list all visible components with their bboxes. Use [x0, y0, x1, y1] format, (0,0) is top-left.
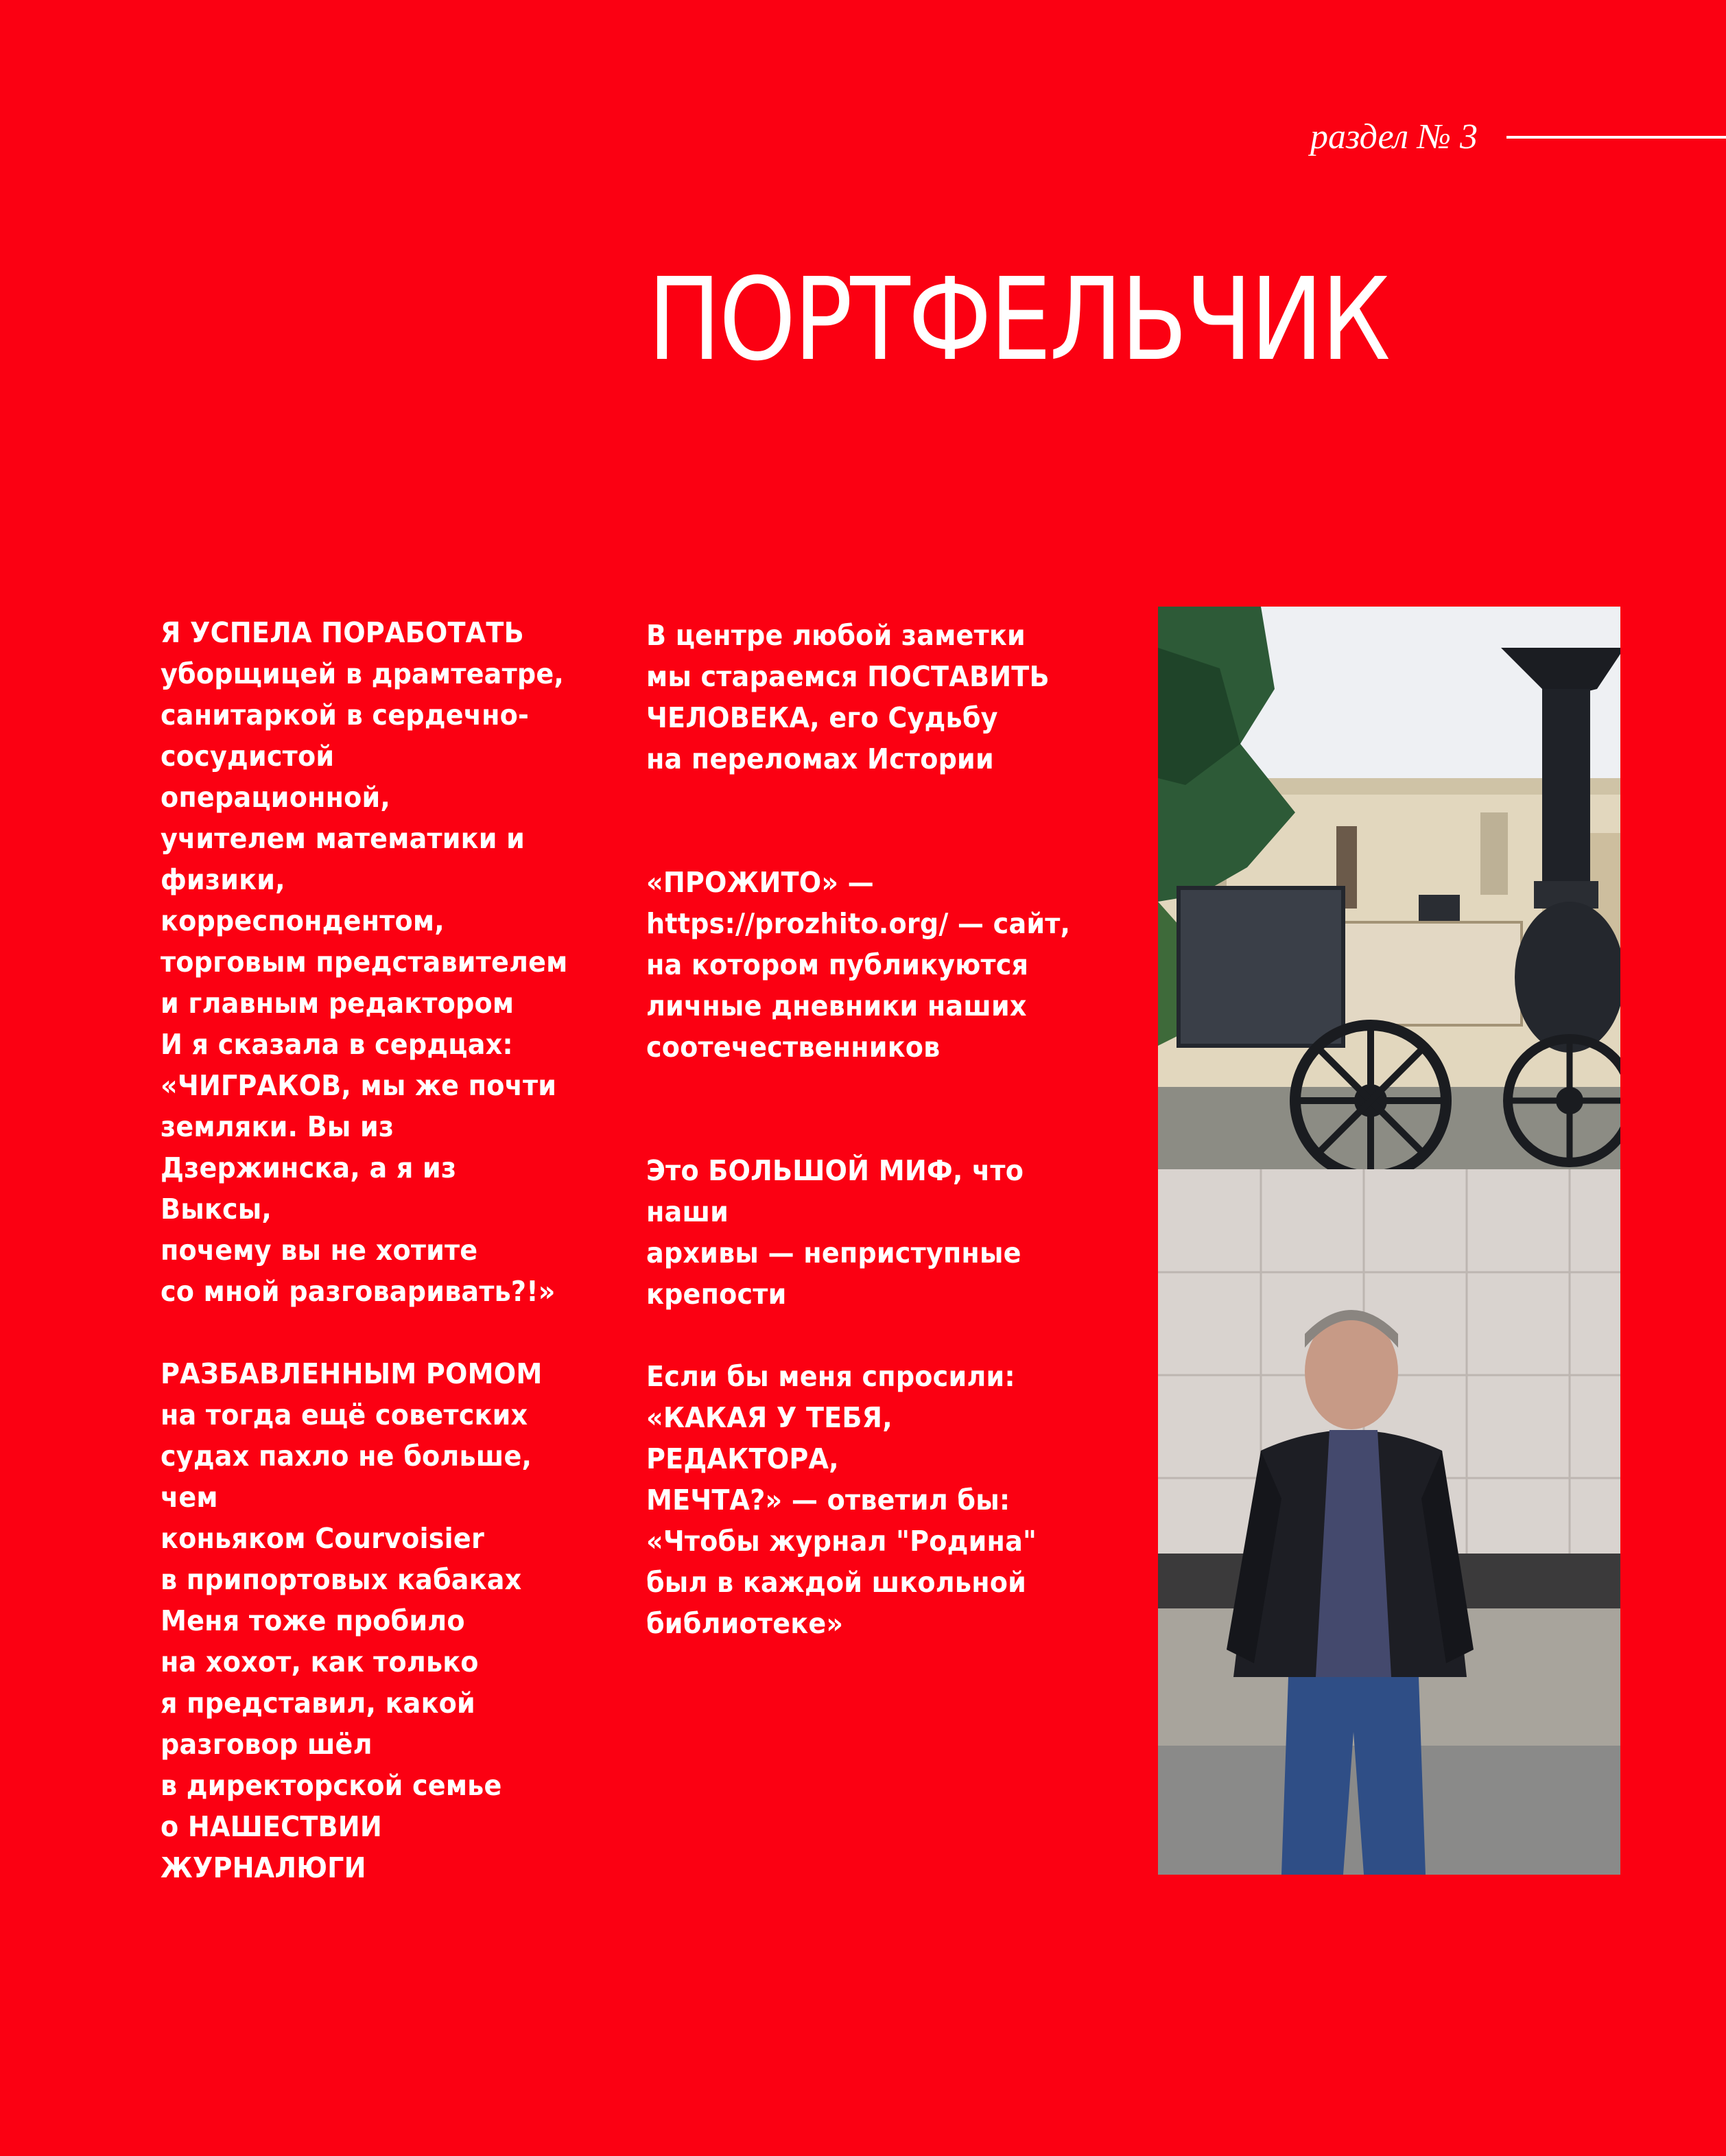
photo-man-with-locomotive-monument — [1158, 607, 1620, 1875]
quote-paragraph: И я сказала в сердцах: «ЧИГРАКОВ, мы же почти земляки. Вы из Дзержинска, а я из Выксы, почему вы не хотите со мной разговаривать?!» — [161, 1028, 557, 1308]
quote-paragraph: Это БОЛЬШОЙ МИФ, что наши архивы — неприступные крепости — [646, 1154, 1024, 1311]
quote-paragraph: РАЗБАВЛЕННЫМ РОМОМ на тогда ещё советских судах пахло не больше, чем коньяком Courvoisier в припортовых кабаках — [161, 1357, 543, 1596]
page-title: ПОРТФЕЛЬЧИК — [648, 254, 1388, 386]
section-divider — [1506, 136, 1726, 139]
quote-paragraph: Я УСПЕЛА ПОРАБОТАТЬ уборщицей в драмтеатре, санитаркой в сердечно- сосудистой операционной, учителем математики и физики, корреспондентом, торговым представителем и главным редактором — [161, 616, 568, 1020]
section-label: раздел № 3 — [1310, 117, 1478, 156]
quote-paragraph: «ПРОЖИТО» — https://prozhito.org/ — сайт, на котором публикуются личные дневники наших соотечественников — [646, 866, 1071, 1064]
quote-paragraph: В центре любой заметки мы стараемся ПОСТАВИТЬ ЧЕЛОВЕКА, его Судьбу на переломах Истории — [646, 619, 1050, 775]
quote-paragraph: Если бы меня спросили: «КАКАЯ У ТЕБЯ, РЕДАКТОРА, МЕЧТА?» — ответил бы: «Чтобы журнал "Родина" был в каждой школьной библиотеке» — [646, 1360, 1037, 1640]
quote-paragraph: Меня тоже пробило на хохот, как только я представил, какой разговор шёл в директорской семье о НАШЕСТВИИ ЖУРНАЛЮГИ — [161, 1604, 502, 1884]
